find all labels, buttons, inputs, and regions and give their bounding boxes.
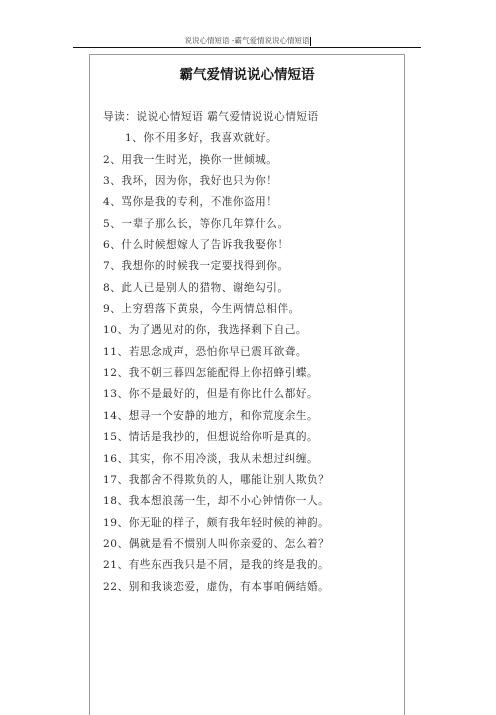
list-item: 19、你无耻的样子，颇有我年轻时候的神韵。 — [103, 516, 330, 529]
list-item: 14、想寻一个安静的地方，和你荒度余生。 — [103, 409, 319, 422]
list-item: 15、情话是我抄的，但想说给你听是真的。 — [103, 431, 319, 444]
list-item: 2、用我一生时光，换你一世倾城。 — [103, 153, 278, 166]
intro-line: 导读：说说心情短语 霸气爱情说说心情短语 — [103, 111, 319, 123]
list-item: 16、其实，你不用冷淡，我从未想过纠缠。 — [103, 452, 319, 465]
list-item: 4、骂你是我的专利，不准你盗用！ — [103, 196, 278, 209]
list-item: 9、上穷碧落下黄泉，今生两情总相伴。 — [103, 303, 300, 316]
page-header — [0, 36, 496, 46]
list-item: 11、若思念成声，恐怕你早已震耳欲聋。 — [103, 345, 308, 358]
list-item: 8、此人已是别人的猎物、谢绝勾引。 — [103, 281, 289, 294]
text-cursor — [310, 37, 311, 46]
list-item: 7、我想你的时候我一定要找得到你。 — [103, 260, 289, 273]
list-item: 1、你不用多好，我喜欢就好。 — [125, 132, 278, 145]
list-item: 5、一辈子那么长，等你几年算什么。 — [103, 217, 289, 230]
content-lines — [103, 107, 399, 598]
header-text: 说说心情短语 -霸气爱情说说心情短语 — [184, 36, 310, 45]
list-item: 18、我本想浪荡一生，却不小心钟情你一人。 — [103, 495, 330, 508]
list-item: 17、我都舍不得欺负的人，哪能让别人欺负？ — [103, 473, 330, 486]
list-item: 21、有些东西我只是不屑，是我的终是我的。 — [103, 559, 330, 572]
document-title: 霸气爱情说说心情短语 — [179, 67, 315, 83]
list-item: 13、你不是最好的，但是有你比什么都好。 — [103, 388, 319, 401]
header-rule — [73, 47, 421, 48]
list-item: 12、我不朝三暮四怎能配得上你招蜂引蝶。 — [103, 367, 319, 380]
list-item: 20、偶就是看不惯别人叫你亲爱的、怎么着？ — [103, 537, 330, 550]
list-item: 6、什么时候想嫁人了告诉我我娶你！ — [103, 239, 289, 252]
list-item: 10、为了遇见对的你，我选择剩下自己。 — [103, 324, 308, 337]
list-item: 22、别和我谈恋爱，虚伪，有本事咱俩结婚。 — [103, 580, 330, 593]
list-item: 3、我坏，因为你，我好也只为你！ — [103, 175, 278, 188]
